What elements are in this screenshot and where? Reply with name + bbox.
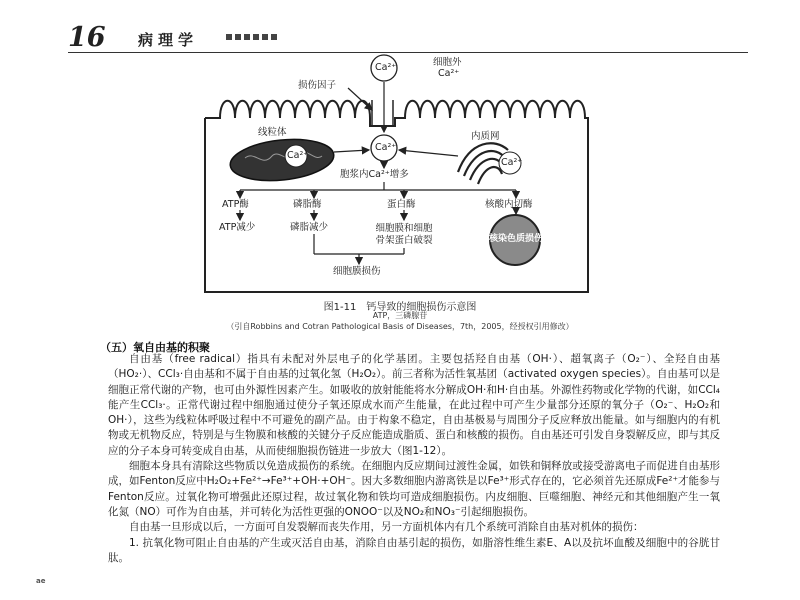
extracellular-label: 细胞外 — [433, 57, 462, 68]
body-text — [108, 352, 720, 566]
running-title: 病理学 — [138, 31, 199, 49]
effect-label-cytoskeleton: 细胞膜和细胞骨架蛋白破裂 — [375, 223, 433, 246]
ca-er-label: Ca²⁺ — [501, 157, 523, 168]
paragraph-clearance-system: 细胞本身具有清除这些物质以免造成损伤的系统。在细胞内反应期间过渡性金属，如铁和铜释放或接受游离电子而促进自由基形成，如Fenton反应中H₂O₂+Fe²⁺→Fe³⁺+OH·+OH⁻。因大多数细胞内游离铁是以Fe³⁺形式存在的，它必须首先还原成Fe²⁺才能参与Fenton反应。过氧化物可增强此还原过程，故过氧化物和铁均可造成细胞损伤。内皮细胞、巨噬细胞、神经元和其他细胞产生一氧化氮（NO）可作为自由基，并可转化为活性更强的ONOO⁻以及NO₂和NO₃⁻引起细胞损伤。 — [108, 460, 720, 518]
injury-factor-label: 损伤因子 — [298, 80, 337, 91]
figure-caption-title: 图1-11 钙导致的细胞损伤示意图 — [323, 302, 477, 313]
figure-caption-source: （引自Robbins and Cotran Pathological Basis of Diseases，7th，2005，经授权引用修改） — [226, 322, 574, 331]
footer-mark: ae — [36, 577, 46, 585]
paragraph-free-radical-definition: 自由基（free radical）指具有未配对外层电子的化学基团。主要包括羟自由基（OH·）、超氧离子（O₂⁻）、全羟自由基（HO₂·）、CCl₃·自由基和不属于自由基的过氧化氢（H₂O₂）。前三者称为活性氧基团（activated oxygen species）。自由基可以是细胞正常代谢的产物，也可由外源性因素产生。如吸收的放射能能将水分解成OH·和H·自由基。外源性药物或化学物的代谢，如CCl₄能产生CCl₃·。正常代谢过程中细胞通过使分子氧还原成水而产生能量，在此过程中可产生少量部分还原的氧分子（O₂⁻、H₂O₂和OH·），这些为线粒体呼吸过程中不可避免的副产品。由于构象不稳定，自由基极易与周围分子反应释放出能量。如与细胞内的有机物或无机物反应，特别是与生物膜和核酸的关键分子反应能造成脂质、蛋白和核酸的损伤。自由基还可引发自身裂解反应，即与其反应的分子本身可转变成自由基，从而使细胞损伤链进一步放大（图1-12）。 — [108, 353, 720, 457]
figure-caption-abbreviation: ATP，三磷腺苷 — [372, 311, 428, 320]
page-number: 16 — [68, 22, 106, 53]
effect-label-chromatin: 核染色质损伤 — [489, 234, 544, 244]
enzyme-label-atpase: ATP酶 — [222, 199, 249, 210]
cytosolic-ca-label: 胞浆内Ca²⁺增多 — [340, 169, 409, 180]
enzyme-label-phospholipase: 磷脂酶 — [293, 199, 322, 210]
ca-center-label: Ca²⁺ — [375, 142, 397, 153]
extracellular-ca-label: Ca²⁺ — [438, 68, 460, 79]
mitochondria-label: 线粒体 — [258, 127, 287, 138]
enzyme-label-protease: 蛋白酶 — [387, 199, 416, 210]
paragraph-antioxidants: 1. 抗氧化物可阻止自由基的产生或灭活自由基，消除自由基引起的损伤，如脂溶性维生素E、A以及抗坏血酸及细胞中的谷胱甘肽。 — [108, 536, 720, 564]
mitochondrion — [228, 135, 336, 186]
effect-label-phospholipid: 磷脂减少 — [290, 222, 329, 233]
enzyme-label-endonuclease: 核酸内切酶 — [485, 199, 533, 210]
paragraph-elimination-intro: 自由基一旦形成以后，一方面可自发裂解而丧失作用，另一方面机体内有几个系统可消除自由基对机体的损伤： — [129, 521, 644, 534]
effect-label-atp: ATP减少 — [219, 222, 256, 233]
ca-top-label: Ca²⁺ — [375, 62, 397, 73]
section-heading: （五）氧自由基的积聚 — [100, 341, 210, 354]
er-label: 内质网 — [471, 131, 500, 142]
membrane-damage-label: 细胞膜损伤 — [333, 266, 381, 277]
ca-mito-label: Ca²⁺ — [287, 150, 309, 161]
